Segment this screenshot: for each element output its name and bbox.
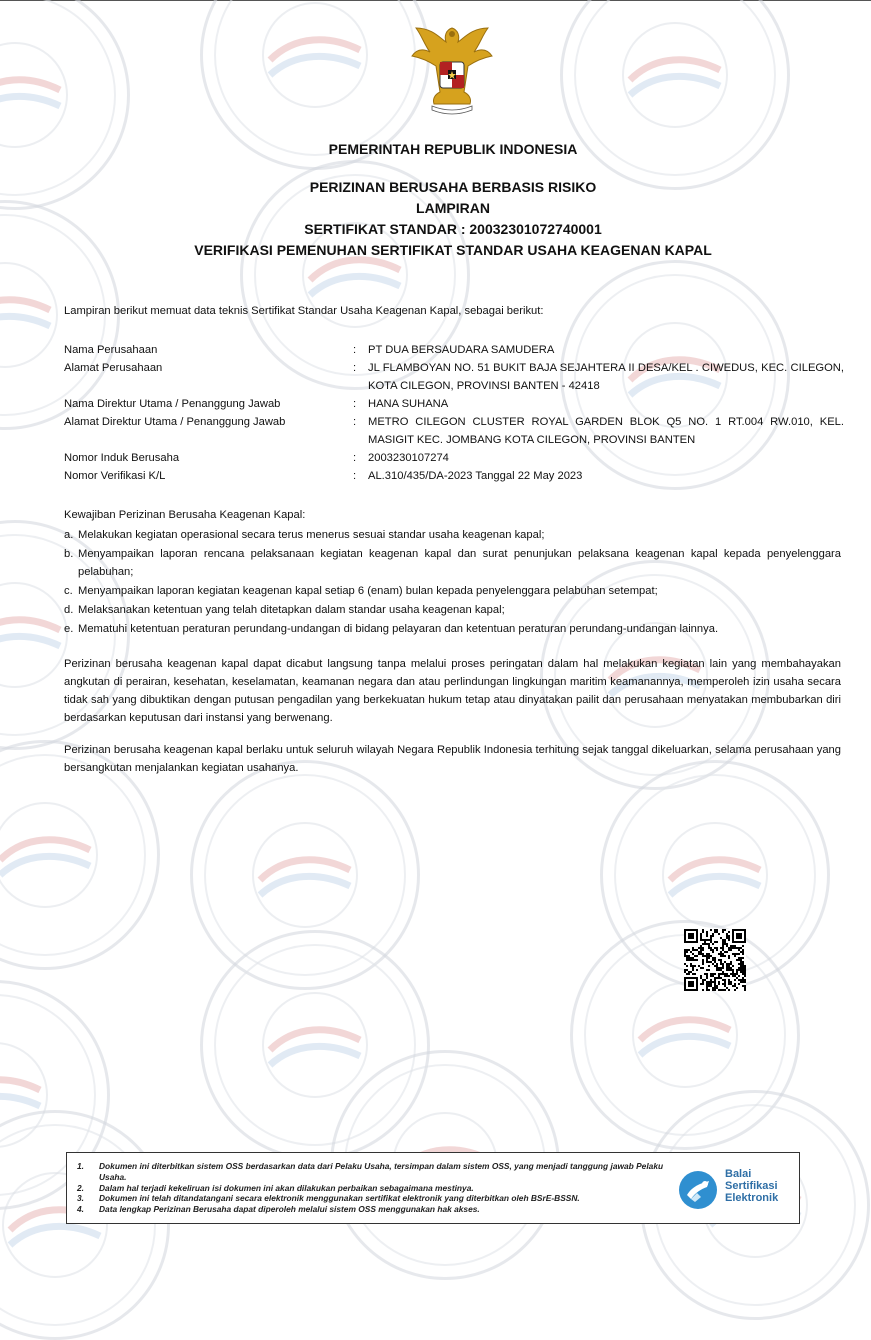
field-value: JL FLAMBOYAN NO. 51 BUKIT BAJA SEJAHTERA II DESA/KEL . CIWEDUS, KEC. CILEGON, KOTA CILEGON, PROVINSI BANTEN - 42418 <box>368 362 844 392</box>
footer-note <box>77 1204 677 1215</box>
list-text: Menyampaikan laporan rencana pelaksanaan kegiatan keagenan kapal dan surat penunjukan pelaksana keagenan kapal kepada penyelenggara pelabuhan; <box>78 548 841 578</box>
field-value: METRO CILEGON CLUSTER ROYAL GARDEN BLOK Q5 NO. 1 RT.004 RW.010, KEL. MASIGIT KEC. JOMBANG KOTA CILEGON, PROVINSI BANTEN <box>368 416 844 446</box>
field-row <box>64 341 844 359</box>
field-row <box>64 413 844 449</box>
list-marker: d. <box>64 604 74 616</box>
field-row <box>64 467 844 485</box>
field-row <box>64 395 844 413</box>
field-value: AL.310/435/DA-2023 Tanggal 22 May 2023 <box>368 470 583 482</box>
field-colon: : <box>353 344 357 356</box>
note-text: Dokumen ini telah ditandatangani secara elektronik menggunakan sertifikat elektronik yang diterbitkan oleh BSrE-BSSN. <box>99 1193 580 1204</box>
list-text: Menyampaikan laporan kegiatan keagenan kapal setiap 6 (enam) bulan kepada penyelenggara pelabuhan setempat; <box>78 585 658 597</box>
field-label: Alamat Direktur Utama / Penanggung Jawab <box>64 416 286 428</box>
obligations-list <box>64 526 841 639</box>
note-number: 2. <box>77 1182 84 1193</box>
bsre-logo-text <box>725 1168 778 1204</box>
footer-note <box>77 1193 677 1204</box>
field-row <box>64 449 844 467</box>
note-number: 1. <box>77 1161 84 1171</box>
gov-heading: PEMERINTAH REPUBLIK INDONESIA <box>328 141 578 157</box>
list-item <box>64 601 841 619</box>
footer-box <box>66 1152 800 1224</box>
field-colon: : <box>353 470 357 482</box>
list-marker: b. <box>64 548 74 560</box>
note-number: 3. <box>77 1193 84 1204</box>
field-label: Nomor Verifikasi K/L <box>64 470 166 482</box>
note-number: 4. <box>77 1204 84 1215</box>
verification-heading: VERIFIKASI PEMENUHAN SERTIFIKAT STANDAR USAHA KEAGENAN KAPAL <box>194 242 712 258</box>
field-colon: : <box>353 362 357 374</box>
certificate-number: SERTIFIKAT STANDAR : 20032301072740001 <box>304 221 602 237</box>
field-colon: : <box>353 452 357 464</box>
list-marker: a. <box>64 529 74 541</box>
watermark-stamp <box>200 930 430 1160</box>
watermark-stamp <box>190 760 420 990</box>
obligations-title: Kewajiban Perizinan Berusaha Keagenan Kapal: <box>64 509 306 521</box>
list-item <box>64 526 841 544</box>
list-item <box>64 545 841 581</box>
bsre-logo <box>677 1167 795 1213</box>
bsre-logo-icon <box>677 1169 719 1211</box>
logo-line: Balai <box>725 1168 752 1180</box>
appendix-heading: LAMPIRAN <box>416 200 490 216</box>
field-label: Nama Direktur Utama / Penanggung Jawab <box>64 398 281 410</box>
watermark-stamp <box>0 1110 170 1340</box>
garuda-emblem-icon <box>410 22 494 116</box>
intro-text: Lampiran berikut memuat data teknis Sertifikat Standar Usaha Keagenan Kapal, sebagai berikut: <box>64 305 544 317</box>
field-colon: : <box>353 416 357 428</box>
watermark-stamp <box>560 0 790 190</box>
footer-note <box>77 1183 677 1194</box>
list-text: Melaksanakan ketentuan yang telah ditetapkan dalam standar usaha keagenan kapal; <box>78 604 505 616</box>
doc-title: PERIZINAN BERUSAHA BERBASIS RISIKO <box>309 179 597 195</box>
list-item <box>64 582 841 600</box>
list-text: Melakukan kegiatan operasional secara terus menerus sesuai standar usaha keagenan kapal; <box>78 529 545 541</box>
note-text: Dokumen ini diterbitkan sistem OSS berdasarkan data dari Pelaku Usaha, tersimpan dalam sistem OSS, yang menjadi tanggung jawab Pelaku Usaha. <box>99 1161 664 1182</box>
top-border-line <box>0 0 871 1</box>
footer-note <box>77 1161 677 1183</box>
field-colon: : <box>353 398 357 410</box>
logo-line: Sertifikasi <box>725 1180 778 1192</box>
field-row <box>64 359 844 395</box>
note-text: Dalam hal terjadi kekeliruan isi dokumen ini akan dilakukan perbaikan sebagaimana mestinya. <box>99 1182 474 1193</box>
list-marker: c. <box>64 585 73 597</box>
list-marker: e. <box>64 623 74 635</box>
field-value: HANA SUHANA <box>368 398 449 410</box>
qr-code-icon <box>684 929 746 991</box>
field-value: 2003230107274 <box>368 452 449 464</box>
list-text: Mematuhi ketentuan peraturan perundang-undangan di bidang pelayaran dan ketentuan peraturan perundang-undangan lainnya. <box>78 623 719 635</box>
validity-paragraph: Perizinan berusaha keagenan kapal berlaku untuk seluruh wilayah Negara Republik Indonesia terhitung sejak tanggal dikeluarkan, selama perusahaan yang bersangkutan menjalankan kegiatan usahanya. <box>64 744 841 774</box>
field-label: Nama Perusahaan <box>64 344 158 356</box>
list-item <box>64 620 841 638</box>
company-fields <box>64 341 844 485</box>
footer-notes <box>77 1161 677 1215</box>
field-value: PT DUA BERSAUDARA SAMUDERA <box>368 344 555 356</box>
field-label: Alamat Perusahaan <box>64 362 163 374</box>
revocation-paragraph: Perizinan berusaha keagenan kapal dapat dicabut langsung tanpa melalui proses peringatan dalam hal melakukan kegiatan lain yang membahayakan angkutan di perairan, kesehatan, keselamatan, keamanan negara dan atau perlindungan lingkungan maritim keamanannya, memperoleh izin usaha secara tidak sah yang dibuktikan dengan putusan pengadilan yang berkekuatan hukum tetap atau dinyatakan pailit dan perusahaan menyatakan membubarkan diri berdasarkan keputusan dari instansi yang berwenang. <box>64 658 841 724</box>
field-label: Nomor Induk Berusaha <box>64 452 180 464</box>
logo-line: Elektronik <box>725 1192 779 1204</box>
note-text: Data lengkap Perizinan Berusaha dapat diperoleh melalui sistem OSS menggunakan hak akses. <box>99 1204 480 1215</box>
